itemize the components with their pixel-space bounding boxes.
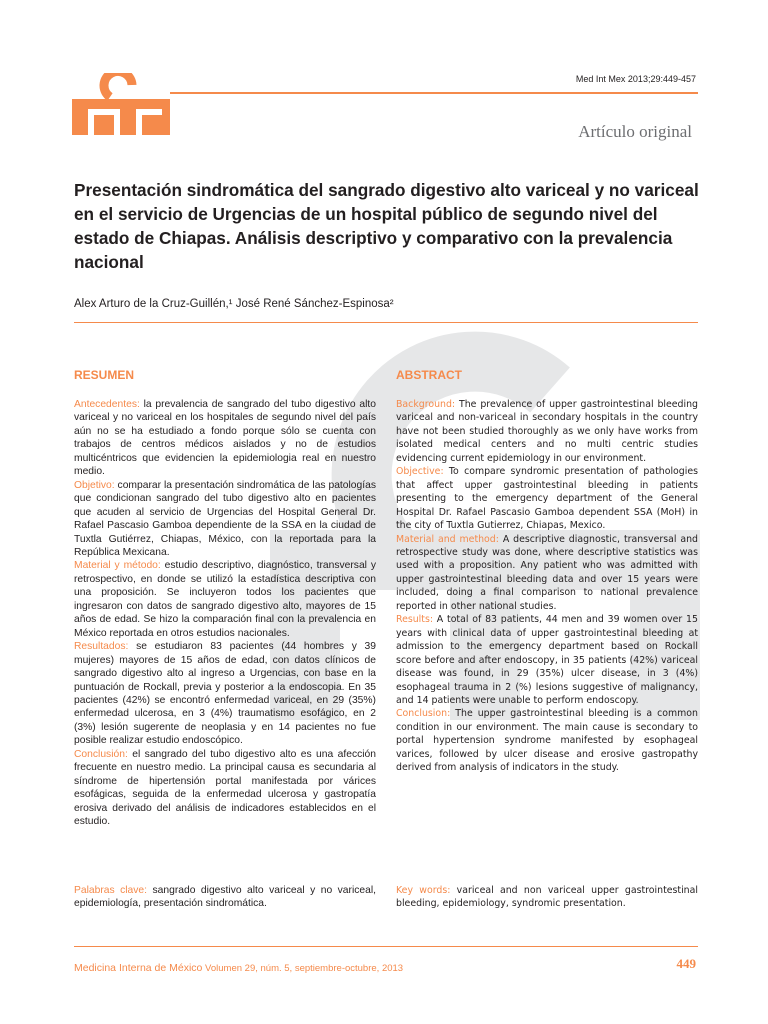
abstract-section: Material and method: A descriptive diagnostic, transversal and retrospective study was done, where descriptive statistics was used with a proposition. Any patient who was admitted with upper gastrointestinal bleeding data and over 15 years were included, doing a final comparison to national prevalence reported in other national studies. xyxy=(396,533,698,612)
article-title: Presentación sindromática del sangrado digestivo alto variceal y no variceal en el servicio de Urgencias de un hospital público de segundo nivel del estado de Chiapas. Análisis descriptivo y comparativo con la prevalencia nacional xyxy=(74,180,699,272)
title-rule xyxy=(74,322,698,323)
abstract-section: Conclusion: The upper gastrointestinal bleeding is a common condition in our environment. The main cause is secondary to portal hypertension syndrome manifested by esophageal varices, followed by ulcer disease and erosive gastropathy derived from analysis of indicators in the study. xyxy=(396,708,698,774)
article-authors: Alex Arturo de la Cruz-Guillén,¹ José René Sánchez-Espinosa² xyxy=(74,298,394,310)
resumen-section: Resultados: se estudiaron 83 pacientes (44 hombres y 39 mujeres) mayores de 15 años de edad, con datos clínicos de sangrado digestivo alto al ingreso a Urgencias, con base en la puntuación de Rockall, previa y posterior a la endoscopia. En 35 pacientes (42%) se encontró enfermedad variceal, en 29 (35%) enfermedad ulcerosa, en 3 (4%) traumatismo esofágico, en 2 (3%) lesión sugerente de neoplasia y en 14 pacientes no fue posible realizar estudio endoscópico. xyxy=(74,641,376,747)
abstract-body xyxy=(396,398,698,775)
header-rule xyxy=(170,92,698,94)
resumen-section: Material y método: estudio descriptivo, diagnóstico, transversal y retrospectivo, en donde se utilizó la estadística descriptiva con una proposición. Se incluyeron todos los pacientes que ingresaron con datos de sangrado digestivo alto, mayores de 15 años de edad. Se hizo la comparación final con la prevalencia en México reportada en otros estudios nacionales. xyxy=(74,560,377,639)
footer-volume: Volumen 29, núm. 5, septiembre-octubre, 2013 xyxy=(202,963,404,974)
resumen-section: Objetivo: comparar la presentación sindromática de las patologías que condicionan sangrado del tubo digestivo alto en pacientes que acuden al servicio de Urgencias del Hospital General Dr. Rafael Pascasio Gamboa dependiente de la SSA en la ciudad de Tuxtla Gutiérrez, Chiapas, México, con la reportada para la República Mexicana. xyxy=(74,479,376,558)
footer-journal: Medicina Interna de México xyxy=(74,962,203,974)
abstract-section: Objective: To compare syndromic presentation of pathologies that affect upper gastrointestinal bleeding in patients presenting to the emergency department of the General Hospital Dr. Rafael Pascasio Gamboa dependent SSA (MoH) in the city of Tuxtla Gutierrez, Chiapas, Mexico. xyxy=(396,466,698,532)
abstract-section: Results: A total of 83 patients, 44 men and 39 women over 15 years with clinical data of upper gastrointestinal bleeding at admission to the emergency department based on Rockall score before and after endoscopy, in 35 patients (42%) variceal disease was found, in 29 (35%) ulcer disease, in 3 (4%) esophageal trauma in 2 (%) lesions suggestive of malignancy, and 14 patients were unable to perform endoscopy. xyxy=(396,614,698,706)
resumen-body xyxy=(74,398,376,829)
footer-citation xyxy=(74,962,403,974)
abstract-keywords: Key words: variceal and non variceal upper gastrointestinal bleeding, epidemiology, syndromic presentation. xyxy=(396,885,698,910)
resumen-heading: RESUMEN xyxy=(74,368,135,382)
article-type: Artículo original xyxy=(578,122,692,141)
footer-rule xyxy=(74,946,698,947)
resumen-section: Conclusión: el sangrado del tubo digestivo alto es una afección frecuente en nuestro medio. La principal causa es secundaria al síndrome de hipertensión portal manifestada por várices esofágicas, seguida de la enfermedad ulcerosa y gastropatía erosiva derivado del análisis de indicadores establecidos en el estudio. xyxy=(74,748,376,828)
journal-logo-icon xyxy=(72,73,170,135)
journal-citation: Med Int Mex 2013;29:449-457 xyxy=(575,74,696,84)
resumen-section: Antecedentes: la prevalencia de sangrado del tubo digestivo alto variceal y no variceal en los hospitales de segundo nivel del país aún no se ha estudiado a fondo porque sólo se cuenta con trabajos de centros médicos aislados y no de estudios multicéntricos que evidencien la epidemiologia real en nuestro medio. xyxy=(74,399,376,478)
resumen-keywords: Palabras clave: sangrado digestivo alto variceal y no variceal, epidemiología, presentación sindromática. xyxy=(74,885,376,910)
page-number: 449 xyxy=(676,956,696,971)
abstract-heading: ABSTRACT xyxy=(396,368,462,382)
abstract-section: Background: The prevalence of upper gastrointestinal bleeding variceal and non-variceal in secondary hospitals in the country have not been studied thoroughly as we only have works from isolated medical centers and no multi centric studies evidencing current epidemiology in our environment. xyxy=(396,399,698,464)
